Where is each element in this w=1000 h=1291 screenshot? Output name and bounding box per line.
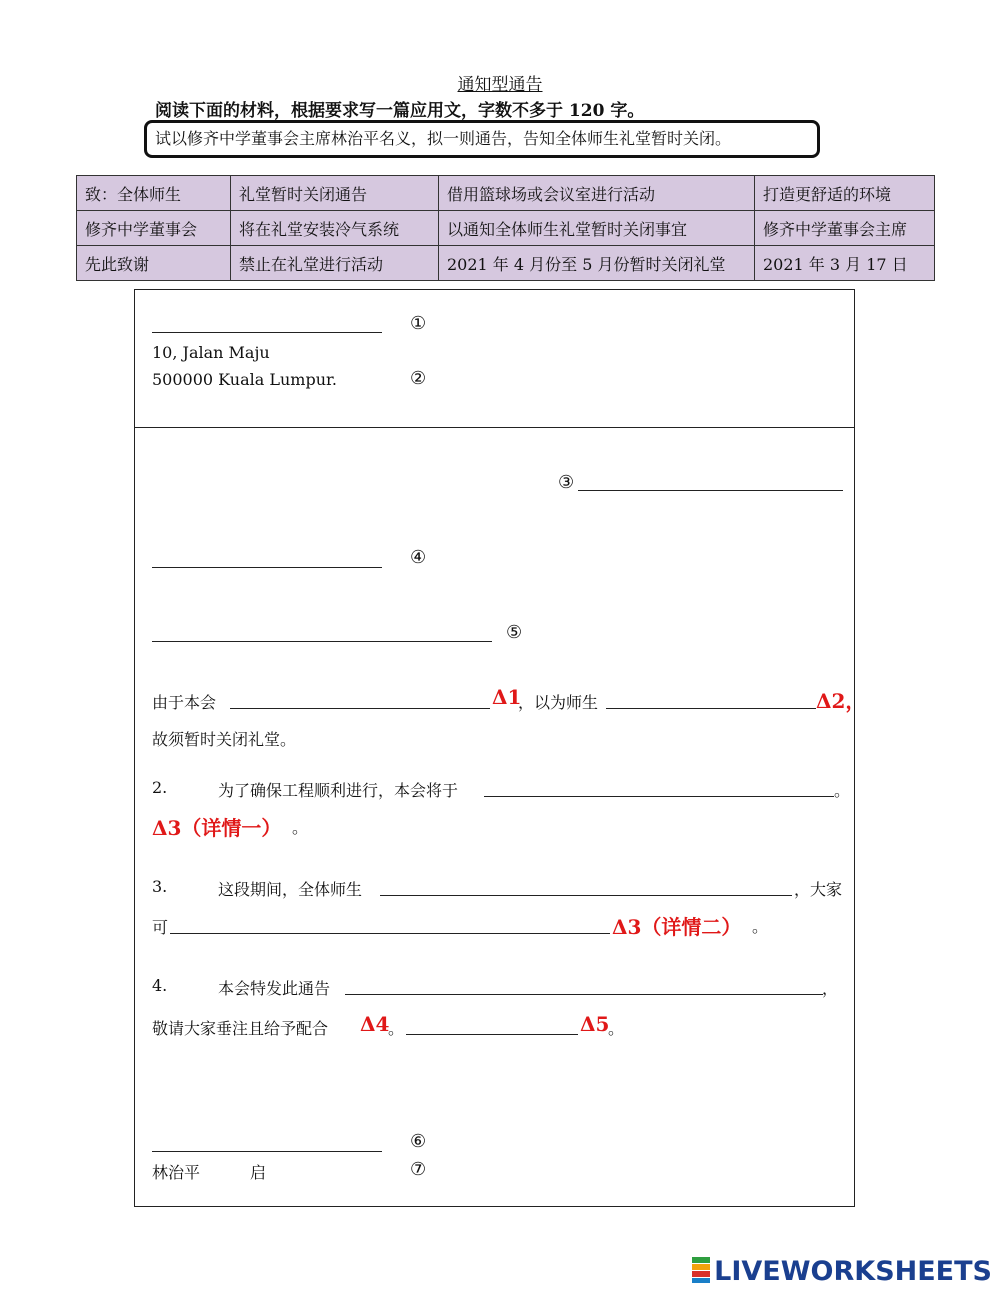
- p4-dot: 。: [388, 1019, 405, 1038]
- word-bank-row: [77, 246, 935, 281]
- blank-6[interactable]: [152, 1151, 382, 1152]
- word-bank-cell: 以通知全体师生礼堂暂时关闭事宜: [439, 211, 755, 246]
- p3-text-c: 可: [152, 918, 169, 937]
- word-bank-cell: 借用篮球场或会议室进行活动: [439, 176, 755, 211]
- word-bank-cell: 修齐中学董事会: [77, 211, 231, 246]
- delta-5: Δ5: [580, 1012, 610, 1036]
- p1-text-c: 故须暂时关闭礼堂。: [152, 730, 297, 749]
- p1-text-b: ，以为师生: [518, 693, 599, 712]
- p2-period: 。: [834, 781, 851, 800]
- liveworksheets-logo: [692, 1256, 992, 1287]
- address-line-1: 10, Jalan Maju: [152, 343, 270, 362]
- p2-number: 2.: [152, 778, 168, 797]
- signer-name: 林治平: [152, 1163, 201, 1182]
- word-bank-table: [76, 175, 935, 281]
- p3-text-b: ，大家: [794, 880, 843, 899]
- p4-text-a: 本会特发此通告: [218, 979, 331, 998]
- delta-1: Δ1: [492, 685, 522, 709]
- p2-text-a: 为了确保工程顺利进行，本会将于: [218, 781, 459, 800]
- word-bank-cell: 致：全体师生: [77, 176, 231, 211]
- word-bank-row: [77, 211, 935, 246]
- p4-text-c: 敬请大家垂注且给予配合: [152, 1019, 329, 1038]
- question-box: 试以修齐中学董事会主席林治平名义，拟一则通告，告知全体师生礼堂暂时关闭。: [144, 120, 820, 158]
- blank-4[interactable]: [152, 567, 382, 568]
- delta-2: Δ2，: [816, 689, 866, 713]
- delta-3-detail-2: Δ3（详情二）: [612, 915, 742, 939]
- logo-mark-icon: [692, 1257, 710, 1283]
- word-bank-cell: 禁止在礼堂进行活动: [231, 246, 439, 281]
- p4-end: 。: [608, 1019, 625, 1038]
- address-line-2: 500000 Kuala Lumpur.: [152, 370, 337, 389]
- word-bank-cell: 2021 年 4 月份至 5 月份暂时关闭礼堂: [439, 246, 755, 281]
- p3-number: 3.: [152, 877, 168, 896]
- p4-comma: ，: [822, 979, 839, 998]
- p2-period-2: 。: [292, 818, 309, 837]
- p1-text-a: 由于本会: [152, 693, 217, 712]
- word-bank-cell: 打造更舒适的环境: [755, 176, 935, 211]
- delta-3-detail-1: Δ3（详情一）: [152, 816, 282, 840]
- blank-3[interactable]: [578, 490, 843, 491]
- word-bank-cell: 2021 年 3 月 17 日: [755, 246, 935, 281]
- word-bank-row: [77, 176, 935, 211]
- page-title: 通知型通告: [457, 75, 543, 95]
- blank-p4[interactable]: [345, 994, 823, 995]
- blank-p2[interactable]: [484, 796, 834, 797]
- blank-p3-b[interactable]: [170, 933, 610, 934]
- marker-2: ②: [410, 368, 427, 389]
- blank-d2[interactable]: [606, 708, 816, 709]
- logo-text: LIVEWORKSHEETS: [714, 1256, 992, 1287]
- p4-number: 4.: [152, 976, 168, 995]
- blank-d1[interactable]: [230, 708, 490, 709]
- blank-1[interactable]: [152, 332, 382, 333]
- word-bank-cell: 将在礼堂安装冷气系统: [231, 211, 439, 246]
- marker-4: ④: [410, 547, 427, 568]
- marker-6: ⑥: [410, 1131, 427, 1152]
- word-bank-cell: 修齐中学董事会主席: [755, 211, 935, 246]
- marker-1: ①: [410, 313, 427, 334]
- p3-text-a: 这段期间，全体师生: [218, 880, 363, 899]
- marker-3: ③: [558, 472, 575, 493]
- delta-4: Δ4: [360, 1012, 390, 1036]
- form-divider: [134, 427, 855, 428]
- signer-qi: 启: [250, 1163, 267, 1182]
- blank-5[interactable]: [152, 641, 492, 642]
- instruction: 阅读下面的材料，根据要求写一篇应用文，字数不多于 120 字。: [155, 101, 645, 121]
- blank-p3-a[interactable]: [380, 895, 792, 896]
- word-bank-cell: 礼堂暂时关闭通告: [231, 176, 439, 211]
- word-bank-cell: 先此致谢: [77, 246, 231, 281]
- p3-period: 。: [752, 917, 769, 936]
- marker-5: ⑤: [506, 622, 523, 643]
- blank-d5[interactable]: [406, 1034, 578, 1035]
- marker-7: ⑦: [410, 1159, 427, 1180]
